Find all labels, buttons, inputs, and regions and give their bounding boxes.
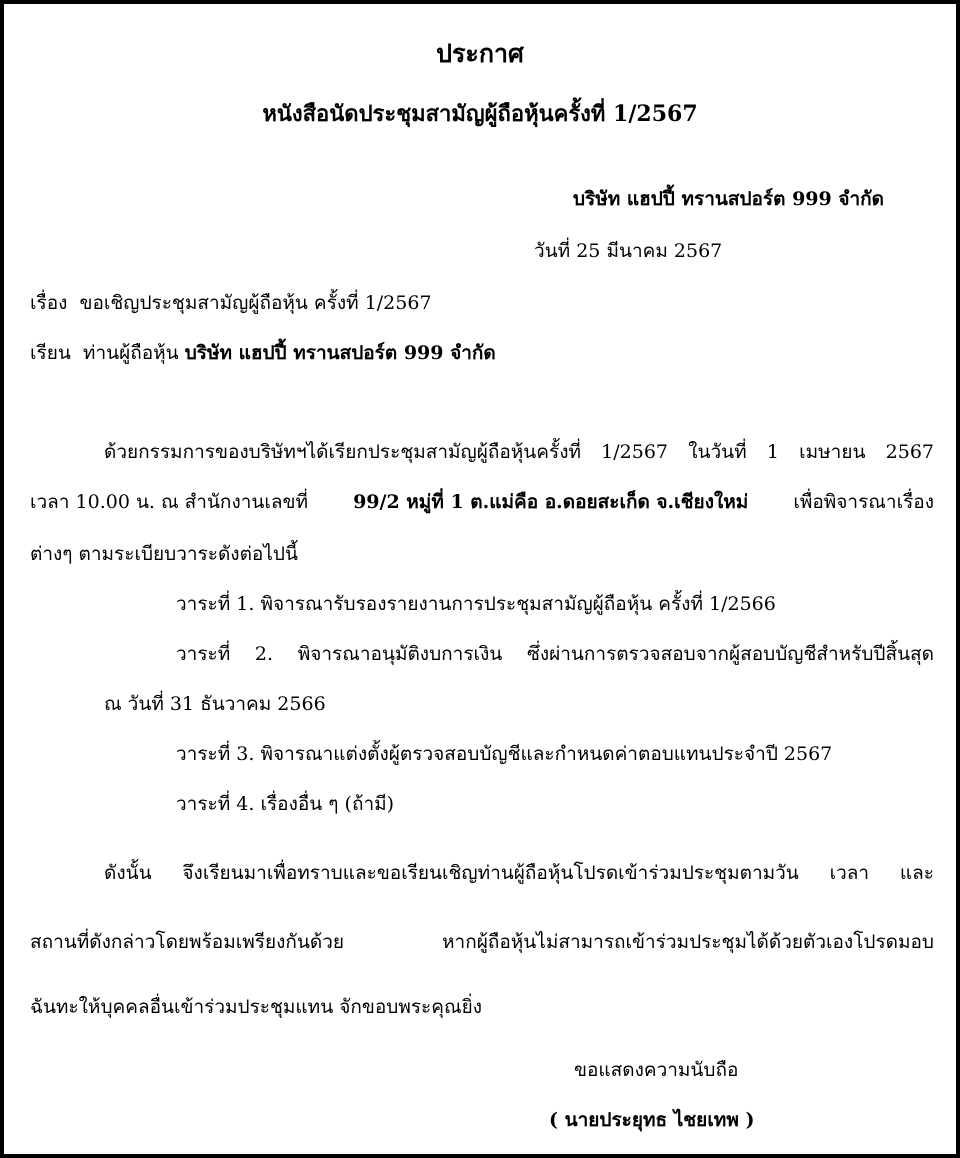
signature-regards: ขอแสดงความนับถือ xyxy=(574,1059,739,1081)
sender-company: บริษัท แฮปปี้ ทรานสปอร์ต 999 จำกัด xyxy=(572,188,884,210)
subject-line xyxy=(30,290,432,316)
recipient-label: เรียน xyxy=(30,342,71,364)
agenda-item-2-line-1: วาระที่ 2. พิจารณาอนุมัติงบการเงิน ซึ่งผ่านการตรวจสอบจากผู้สอบบัญชีสำหรับปีสิ้นสุด xyxy=(176,643,934,665)
recipient-line xyxy=(30,340,496,366)
intro-line-1: ด้วยกรรมการของบริษัทฯได้เรียกประชุมสามัญผู้ถือหุ้นครั้งที่ 1/2567 ในวันที่ 1 เมษายน 2567 xyxy=(104,441,934,463)
closing-line-3: ฉันทะให้บุคคลอื่นเข้าร่วมประชุมแทน จักขอบพระคุณยิ่ง xyxy=(30,996,483,1018)
subject-text: ขอเชิญประชุมสามัญผู้ถือหุ้น ครั้งที่ 1/2567 xyxy=(79,292,432,314)
intro-line-3: ต่างๆ ตามระเบียบวาระดังต่อไปนี้ xyxy=(30,543,298,565)
intro-time-place: เวลา 10.00 น. ณ สำนักงานเลขที่ xyxy=(30,491,309,513)
agenda-item-3: วาระที่ 3. พิจารณาแต่งตั้งผู้ตรวจสอบบัญชีและกำหนดค่าตอบแทนประจำปี 2567 xyxy=(176,743,833,765)
agenda-item-2-line-2: ณ วันที่ 31 ธันวาคม 2566 xyxy=(104,693,326,715)
subject-label: เรื่อง xyxy=(30,292,68,314)
intro-purpose: เพื่อพิจารณาเรื่อง xyxy=(793,491,934,513)
agenda-item-1: วาระที่ 1. พิจารณารับรองรายงานการประชุมสามัญผู้ถือหุ้น ครั้งที่ 1/2566 xyxy=(176,593,776,615)
meeting-address: 99/2 หมู่ที่ 1 ต.แม่คือ อ.ดอยสะเก็ด จ.เชียงใหม่ xyxy=(353,491,749,513)
recipient-company: บริษัท แฮปปี้ ทรานสปอร์ต 999 จำกัด xyxy=(184,342,496,364)
recipient-prefix: ท่านผู้ถือหุ้น xyxy=(82,342,179,364)
document-subtitle: หนังสือนัดประชุมสามัญผู้ถือหุ้นครั้งที่ 1/2567 xyxy=(262,101,698,127)
agenda-item-4: วาระที่ 4. เรื่องอื่น ๆ (ถ้ามี) xyxy=(176,793,395,815)
intro-line-2 xyxy=(30,489,934,515)
document-date: วันที่ 25 มีนาคม 2567 xyxy=(534,240,723,262)
signature-name: ( นายประยุทธ ไชยเทพ ) xyxy=(549,1109,755,1131)
document-title: ประกาศ xyxy=(436,39,524,68)
closing-line-2: สถานที่ดังกล่าวโดยพร้อมเพรียงกันด้วย หากผู้ถือหุ้นไม่สามารถเข้าร่วมประชุมได้ด้วยตัวเองโปรดมอบ xyxy=(30,931,934,953)
closing-line-1: ดังนั้น จึงเรียนมาเพื่อทราบและขอเรียนเชิญท่านผู้ถือหุ้นโปรดเข้าร่วมประชุมตามวัน เวลา และ xyxy=(104,862,934,884)
